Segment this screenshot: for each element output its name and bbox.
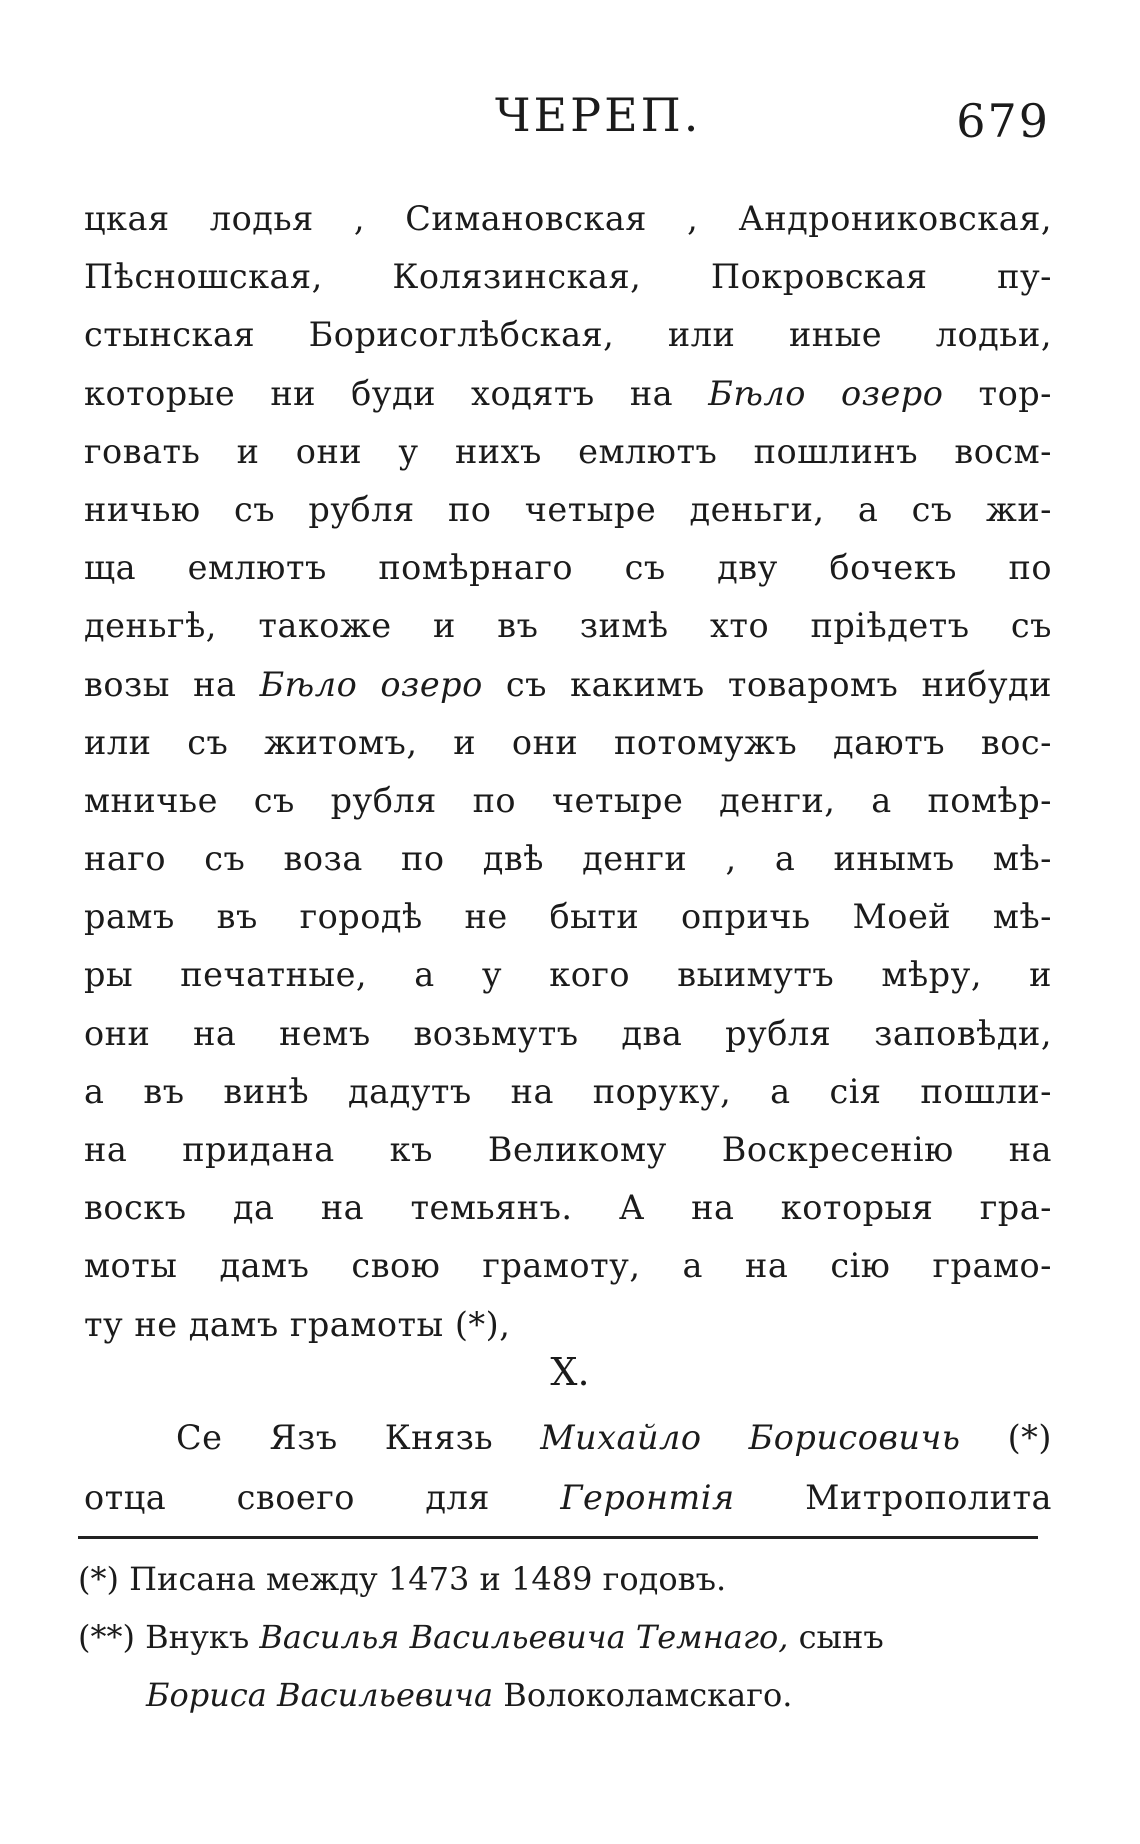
text-run: отца своего для [84, 1478, 561, 1517]
italic-name: Бѣло озеро [708, 373, 944, 413]
running-head-title: ЧЕРЕП. [495, 88, 702, 142]
text-run: съ какимъ товаромъ нибуди [482, 664, 1052, 704]
section-number: X. [550, 1350, 590, 1394]
text-run: Митрополита [734, 1478, 1052, 1517]
text-run: деньгѣ, такоже и въ зимѣ хто пріѣдетъ съ [84, 606, 1052, 646]
text-run: Писана между 1473 и 1489 годовъ. [118, 1560, 727, 1598]
text-line [84, 481, 1052, 539]
text-run: а въ винѣ дадутъ на поруку, а сія пошли- [84, 1071, 1052, 1111]
text-run: моты дамъ свою грамоту, а на сію грамо- [84, 1246, 1052, 1286]
footnotes [78, 1550, 1058, 1724]
text-run: или съ житомъ, и они потомужъ даютъ вос- [84, 722, 1052, 762]
text-line [84, 946, 1052, 1004]
italic-name: Михайло Борисовичь [540, 1418, 961, 1457]
text-run: сынъ [788, 1618, 884, 1656]
text-line [84, 1237, 1052, 1295]
footnote-marker: (**) [78, 1618, 135, 1656]
text-line [84, 772, 1052, 830]
text-run: стынская Борисоглѣбская, или иные лодьи, [84, 315, 1052, 355]
text-line [84, 888, 1052, 946]
text-line [84, 539, 1052, 597]
text-line [84, 423, 1052, 481]
text-run: наго съ воза по двѣ денги , а инымъ мѣ- [84, 839, 1052, 879]
text-line [84, 190, 1052, 248]
text-run: ща емлютъ помѣрнаго съ дву бочекъ по [84, 548, 1052, 588]
text-line [84, 248, 1052, 306]
text-line [84, 1121, 1052, 1179]
text-line [84, 365, 1052, 423]
text-run: возы на [84, 664, 260, 704]
text-run: Пѣсношская, Колязинская, Покровская пу- [84, 257, 1052, 297]
main-text [84, 190, 1052, 1354]
footnote-line [78, 1550, 1058, 1608]
text-run: они на немъ возьмутъ два рубля заповѣди, [84, 1013, 1052, 1053]
text-line [84, 1063, 1052, 1121]
text-line [84, 656, 1052, 714]
footnote-line [78, 1666, 1058, 1724]
text-line [84, 1005, 1052, 1063]
text-run: мничье съ рубля по четыре денги, а помѣр- [84, 780, 1052, 820]
text-run: ничью съ рубля по четыре деньги, а съ жи- [84, 489, 1052, 529]
italic-name: Геронтія [560, 1478, 735, 1517]
text-line [84, 1408, 1052, 1468]
text-run: рамъ въ городѣ не быти опричь Моей мѣ- [84, 897, 1052, 937]
footnote-line [78, 1608, 1058, 1666]
text-line [84, 714, 1052, 772]
footnote-rule [78, 1536, 1038, 1539]
text-line [84, 306, 1052, 364]
text-line [84, 1296, 1052, 1354]
text-run: воскъ да на темьянъ. А на которыя гра- [84, 1188, 1052, 1228]
text-run: (*) [960, 1418, 1052, 1457]
text-run: Волоколамскаго. [493, 1676, 793, 1714]
text-run: Се Язъ Князь [176, 1418, 541, 1457]
text-run: ры печатные, а у кого выимутъ мѣру, и [84, 955, 1052, 995]
text-run: на придана къ Великому Воскресенію на [84, 1130, 1052, 1169]
text-line [84, 597, 1052, 655]
running-head [0, 88, 1140, 158]
text-line [84, 1179, 1052, 1237]
text-run: тор- [943, 373, 1052, 413]
text-run: Внукъ [134, 1618, 260, 1656]
text-run: которые ни буди ходятъ на [84, 373, 709, 413]
text-line [84, 1468, 1052, 1528]
text-line [84, 830, 1052, 888]
italic-name: Бѣло озеро [259, 664, 483, 704]
charter-opening-paragraph [84, 1408, 1052, 1528]
text-run: говать и они у нихъ емлютъ пошлинъ восм- [84, 431, 1052, 471]
page-number: 679 [956, 94, 1050, 148]
text-run: ту не дамъ грамоты (*), [84, 1304, 511, 1344]
text-run: цкая лодья , Симановская , Андрониковская, [84, 199, 1052, 238]
footnote-marker: (*) [78, 1560, 119, 1598]
italic-name: Бориса Васильевича [146, 1676, 494, 1714]
italic-name: Василья Васильевича Темнаго, [259, 1618, 789, 1656]
